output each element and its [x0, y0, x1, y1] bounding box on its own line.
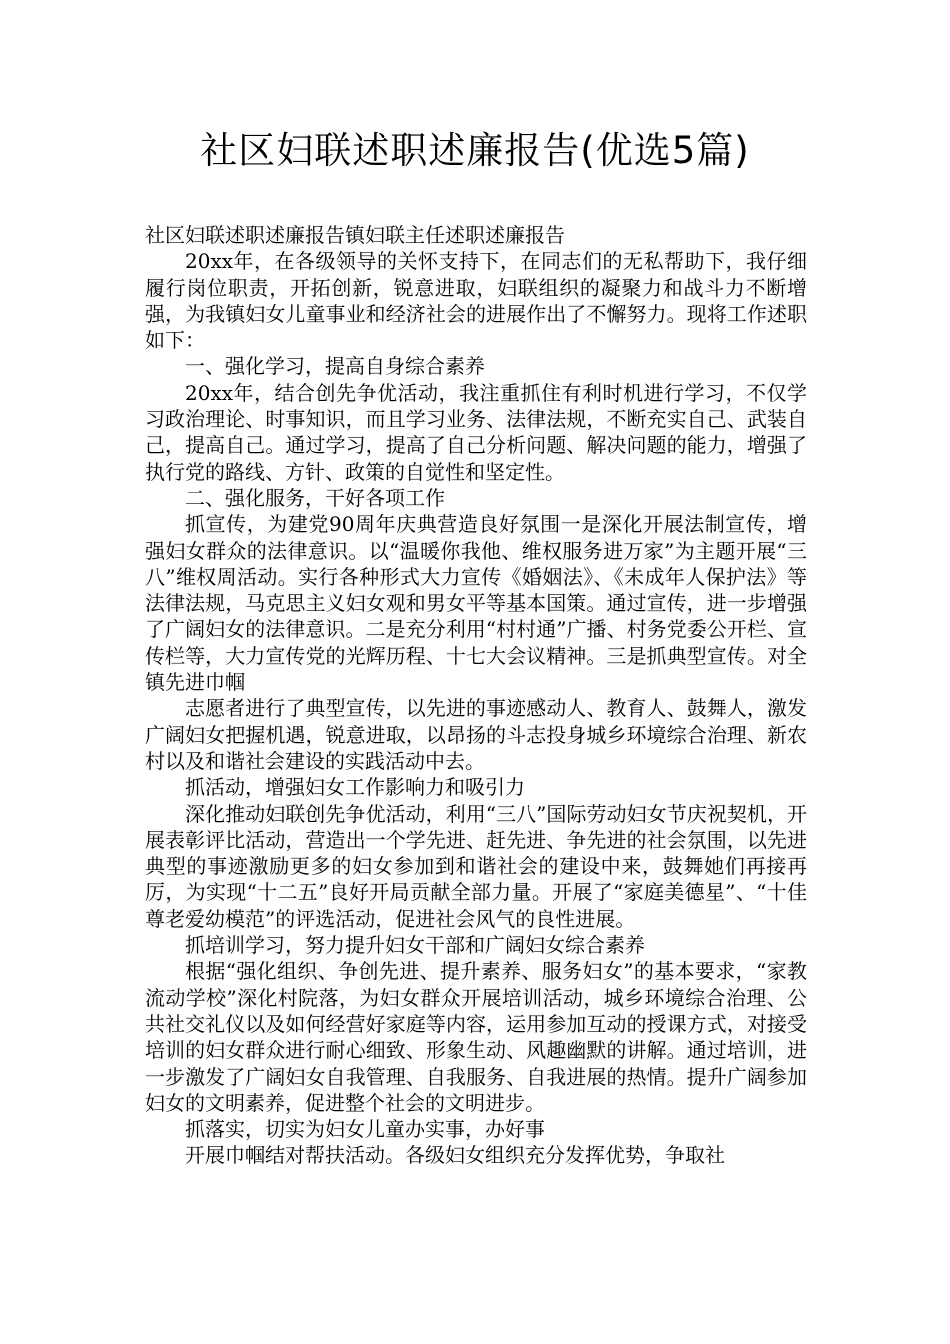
- paragraph: 根据“强化组织、争创先进、提升素养、服务妇女”的基本要求，“家教流动学校”深化村院落，为妇女群众开展培训活动，城乡环境综合治理、公共社交礼仪以及如何经营好家庭等内容，运用参加互动的授课方式，对接受培训的妇女群众进行耐心细致、形象生动、风趣幽默的讲解。通过培训，进一步激发了广阔妇女自我管理、自我服务、自我进展的热情。提升广阔参加妇女的文明素养，促进整个社会的文明进步。: [145, 959, 807, 1115]
- paragraph: 抓落实，切实为妇女儿童办实事，办好事: [185, 1117, 545, 1142]
- paragraph: 20xx年，结合创先争优活动，我注重抓住有利时机进行学习，不仅学习政治理论、时事知识，而且学习业务、法律法规，不断充实自己、武装自己，提高自己。通过学习，提高了自己分析问题、解决问题的能力，增强了执行党的路线、方针、政策的自觉性和坚定性。: [145, 380, 807, 484]
- paragraph: 深化推动妇联创先争优活动，利用“三八”国际劳动妇女节庆祝契机，开展表彰评比活动，营造出一个学先进、赶先进、争先进的社会氛围，以先进典型的事迹激励更多的妇女参加到和谐社会的建设中来，鼓舞她们再接再厉，为实现“十二五”良好开局贡献全部力量。开展了“家庭美德星”、“十佳尊老爱幼模范”的评选活动，促进社会风气的良性进展。: [145, 801, 807, 931]
- document-title: 社区妇联述职述廉报告(优选5篇): [200, 129, 750, 172]
- paragraph: 一、强化学习，提高自身综合素养: [185, 354, 485, 379]
- paragraph: 二、强化服务，干好各项工作: [185, 485, 445, 510]
- document-body: [145, 222, 807, 1169]
- paragraph: 开展巾帼结对帮扶活动。各级妇女组织充分发挥优势，争取社: [185, 1143, 725, 1168]
- paragraph: 抓宣传，为建党90周年庆典营造良好氛围一是深化开展法制宣传，增强妇女群众的法律意识。以“温暖你我他、维权服务进万家”为主题开展“三八”维权周活动。实行各种形式大力宣传《婚姻法》、《未成年人保护法》等法律法规，马克思主义妇女观和男女平等基本国策。通过宣传，进一步增强了广阔妇女的法律意识。二是充分利用“村村通”广播、村务党委公开栏、宣传栏等，大力宣传党的光辉历程、十七大会议精神。三是抓典型宣传。对全镇先进巾帼: [145, 512, 807, 695]
- paragraph: 20xx年，在各级领导的关怀支持下，在同志们的无私帮助下，我仔细履行岗位职责，开拓创新，锐意进取，妇联组织的凝聚力和战斗力不断增强，为我镇妇女儿童事业和经济社会的进展作出了不懈努力。现将工作述职如下：: [145, 249, 807, 353]
- paragraph: 抓活动，增强妇女工作影响力和吸引力: [185, 775, 525, 800]
- paragraph: 抓培训学习，努力提升妇女干部和广阔妇女综合素养: [185, 933, 645, 958]
- paragraph: 志愿者进行了典型宣传，以先进的事迹感动人、教育人、鼓舞人，激发广阔妇女把握机遇，锐意进取，以昂扬的斗志投身城乡环境综合治理、新农村以及和谐社会建设的实践活动中去。: [145, 696, 807, 773]
- paragraph: 社区妇联述职述廉报告镇妇联主任述职述廉报告: [145, 223, 565, 247]
